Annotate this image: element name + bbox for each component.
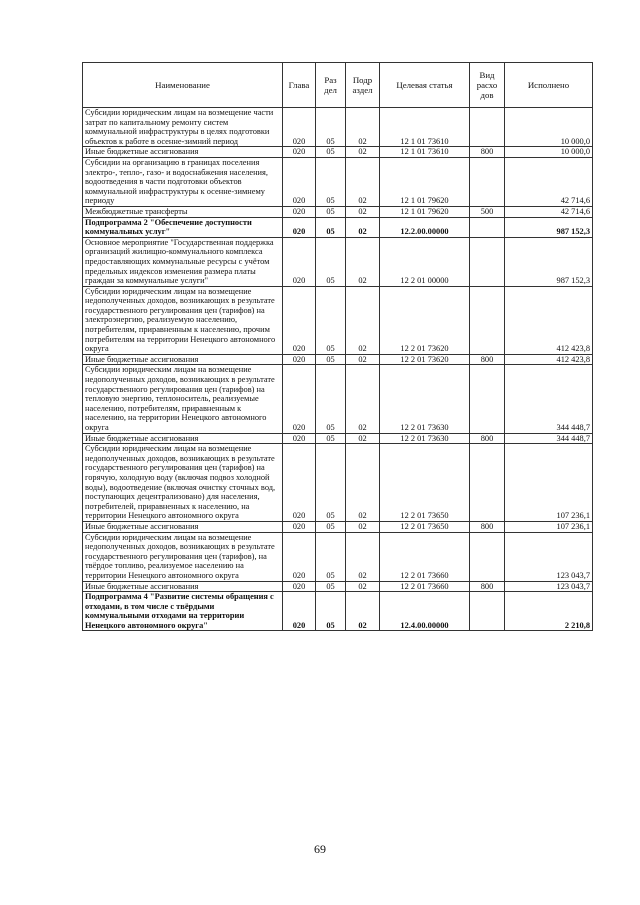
cell-subsection: 02: [346, 521, 380, 532]
table-row: [83, 581, 593, 592]
cell-chapter: 020: [283, 444, 316, 522]
cell-target: 12 2 01 73650: [380, 444, 470, 522]
cell-executed: 987 152,3: [505, 217, 593, 237]
header-section: Раз дел: [316, 63, 346, 108]
cell-target: 12 1 01 73610: [380, 108, 470, 147]
table-row: [83, 365, 593, 433]
table-row: [83, 521, 593, 532]
cell-section: 05: [316, 433, 346, 444]
cell-target: 12 2 01 73630: [380, 433, 470, 444]
cell-executed: 42 714,6: [505, 157, 593, 206]
cell-section: 05: [316, 147, 346, 158]
cell-target: 12.4.00.00000: [380, 592, 470, 631]
cell-name: Иные бюджетные ассигнования: [83, 581, 283, 592]
page-number: 69: [314, 842, 326, 856]
cell-target: 12 2 01 73620: [380, 354, 470, 365]
cell-name: Межбюджетные трансферты: [83, 206, 283, 217]
cell-chapter: 020: [283, 592, 316, 631]
table-header-row: [83, 63, 593, 108]
cell-chapter: 020: [283, 365, 316, 433]
cell-target: 12 2 01 73620: [380, 286, 470, 354]
cell-executed: 2 210,8: [505, 592, 593, 631]
cell-executed: 412 423,8: [505, 354, 593, 365]
cell-expense-type: 800: [470, 521, 505, 532]
header-expense-type: Вид расхо дов: [470, 63, 505, 108]
header-executed: Исполнено: [505, 63, 593, 108]
cell-name: Подпрограмма 2 "Обеспечение доступности коммунальных услуг": [83, 217, 283, 237]
cell-target: 12 2 01 73660: [380, 532, 470, 581]
cell-subsection: 02: [346, 206, 380, 217]
cell-subsection: 02: [346, 354, 380, 365]
cell-name: Субсидии юридическим лицам на возмещение недополученных доходов, возникающих в результате государственного регулирования цен (тарифов), на твёрдое топливо, реализуемое населению на территории Ненецкого автономного округа: [83, 532, 283, 581]
cell-expense-type: 800: [470, 433, 505, 444]
cell-chapter: 020: [283, 521, 316, 532]
cell-target: 12.2.00.00000: [380, 217, 470, 237]
cell-expense-type: [470, 108, 505, 147]
cell-name: Субсидии юридическим лицам на возмещение части затрат по капитальному ремонту систем коммунальной инфраструктуры в целях подготовки объектов к работе в осенне-зимний период: [83, 108, 283, 147]
header-chapter: Глава: [283, 63, 316, 108]
cell-chapter: 020: [283, 354, 316, 365]
table-row: [83, 354, 593, 365]
table-row: [83, 433, 593, 444]
header-target: Целевая статья: [380, 63, 470, 108]
table-row: [83, 157, 593, 206]
table-row: [83, 108, 593, 147]
cell-executed: 10 000,0: [505, 147, 593, 158]
cell-executed: 344 448,7: [505, 365, 593, 433]
budget-table: [82, 62, 593, 631]
cell-subsection: 02: [346, 147, 380, 158]
cell-executed: 107 236,1: [505, 444, 593, 522]
cell-target: 12 2 01 73660: [380, 581, 470, 592]
cell-expense-type: [470, 592, 505, 631]
cell-name: Субсидии юридическим лицам на возмещение недополученных доходов, возникающих в результате государственного регулирования цен (тарифов) на горячую, холодную воду (включая подвоз холодной воды), водоотведение (включая очистку сточных вод, поступающих децентрализовано) для населения, потребителей, приравненных к населению, на территории Ненецкого автономного округа: [83, 444, 283, 522]
cell-chapter: 020: [283, 433, 316, 444]
header-name: Наименование: [83, 63, 283, 108]
cell-executed: 123 043,7: [505, 581, 593, 592]
cell-executed: 42 714,6: [505, 206, 593, 217]
table-row: [83, 237, 593, 286]
cell-expense-type: [470, 237, 505, 286]
cell-executed: 344 448,7: [505, 433, 593, 444]
cell-expense-type: [470, 365, 505, 433]
cell-executed: 123 043,7: [505, 532, 593, 581]
cell-executed: 987 152,3: [505, 237, 593, 286]
cell-section: 05: [316, 444, 346, 522]
table-row: [83, 592, 593, 631]
cell-section: 05: [316, 592, 346, 631]
cell-expense-type: [470, 286, 505, 354]
cell-subsection: 02: [346, 433, 380, 444]
cell-name: Иные бюджетные ассигнования: [83, 433, 283, 444]
cell-section: 05: [316, 521, 346, 532]
cell-section: 05: [316, 237, 346, 286]
table-row: [83, 217, 593, 237]
cell-section: 05: [316, 581, 346, 592]
cell-section: 05: [316, 354, 346, 365]
cell-subsection: 02: [346, 365, 380, 433]
cell-name: Иные бюджетные ассигнования: [83, 354, 283, 365]
cell-name: Субсидии юридическим лицам на возмещение недополученных доходов, возникающих в результате государственного регулирования цен (тарифов) на тепловую энергию, теплоноситель, реализуемые населению, потребителям, приравненным к населению, на территории Ненецкого автономного округа: [83, 365, 283, 433]
cell-chapter: 020: [283, 286, 316, 354]
cell-subsection: 02: [346, 217, 380, 237]
cell-target: 12 2 01 73650: [380, 521, 470, 532]
table-row: [83, 444, 593, 522]
cell-executed: 10 000,0: [505, 108, 593, 147]
cell-subsection: 02: [346, 581, 380, 592]
cell-section: 05: [316, 286, 346, 354]
cell-name: Основное мероприятие "Государственная поддержка организаций жилищно-коммунального комплекса предоставляющих коммунальные ресурсы с учётом предельных индексов изменения размера платы граждан за коммунальные услуги": [83, 237, 283, 286]
header-subsection: Подр аздел: [346, 63, 380, 108]
cell-subsection: 02: [346, 532, 380, 581]
cell-expense-type: 800: [470, 354, 505, 365]
table-row: [83, 532, 593, 581]
table-row: [83, 147, 593, 158]
cell-chapter: 020: [283, 108, 316, 147]
cell-subsection: 02: [346, 286, 380, 354]
cell-expense-type: 500: [470, 206, 505, 217]
cell-name: Подпрограмма 4 "Развитие системы обращения с отходами, в том числе с твёрдыми коммунальными отходами на территории Ненецкого автономного округа": [83, 592, 283, 631]
cell-chapter: 020: [283, 206, 316, 217]
cell-executed: 412 423,8: [505, 286, 593, 354]
cell-target: 12 1 01 73610: [380, 147, 470, 158]
cell-chapter: 020: [283, 147, 316, 158]
cell-subsection: 02: [346, 108, 380, 147]
table-row: [83, 286, 593, 354]
cell-name: Иные бюджетные ассигнования: [83, 147, 283, 158]
cell-section: 05: [316, 108, 346, 147]
cell-chapter: 020: [283, 217, 316, 237]
cell-chapter: 020: [283, 581, 316, 592]
cell-subsection: 02: [346, 592, 380, 631]
cell-chapter: 020: [283, 157, 316, 206]
cell-name: Иные бюджетные ассигнования: [83, 521, 283, 532]
cell-subsection: 02: [346, 157, 380, 206]
cell-section: 05: [316, 157, 346, 206]
cell-subsection: 02: [346, 444, 380, 522]
cell-target: 12 2 01 00000: [380, 237, 470, 286]
cell-expense-type: [470, 532, 505, 581]
cell-section: 05: [316, 217, 346, 237]
cell-section: 05: [316, 532, 346, 581]
cell-target: 12 2 01 73630: [380, 365, 470, 433]
cell-section: 05: [316, 365, 346, 433]
cell-chapter: 020: [283, 532, 316, 581]
cell-chapter: 020: [283, 237, 316, 286]
cell-expense-type: [470, 444, 505, 522]
cell-subsection: 02: [346, 237, 380, 286]
table-row: [83, 206, 593, 217]
cell-section: 05: [316, 206, 346, 217]
cell-expense-type: 800: [470, 147, 505, 158]
cell-target: 12 1 01 79620: [380, 157, 470, 206]
cell-executed: 107 236,1: [505, 521, 593, 532]
cell-expense-type: [470, 157, 505, 206]
cell-expense-type: 800: [470, 581, 505, 592]
cell-expense-type: [470, 217, 505, 237]
cell-target: 12 1 01 79620: [380, 206, 470, 217]
cell-name: Субсидии на организацию в границах поселения электро-, тепло-, газо- и водоснабжения населения, водоотведения в части подготовки объектов коммунальной инфраструктуры к осенне-зимнему периоду: [83, 157, 283, 206]
cell-name: Субсидии юридическим лицам на возмещение недополученных доходов, возникающих в результате государственного регулирования цен (тарифов) на электроэнергию, реализуемую населению, потребителям, приравненным к населению, прочим потребителям на территории Ненецкого автономного округа: [83, 286, 283, 354]
